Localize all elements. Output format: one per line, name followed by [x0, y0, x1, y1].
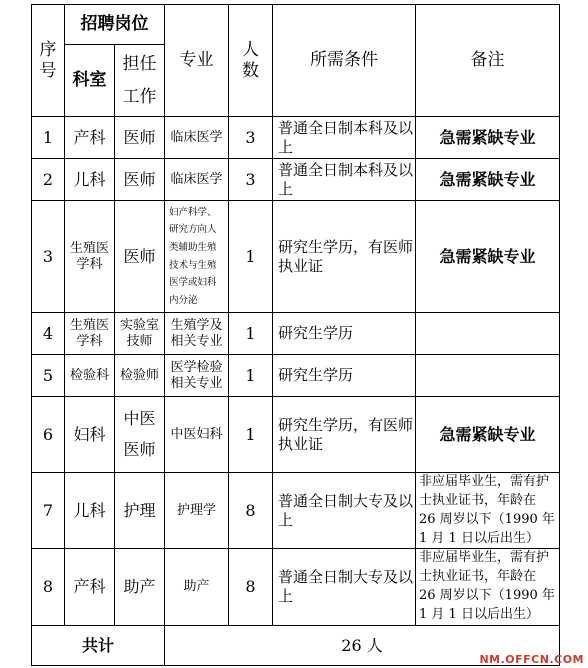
cell-count: 3 [229, 159, 273, 201]
cell-dept: 检验科 [65, 355, 115, 397]
cell-note: 急需紧缺专业 [416, 397, 560, 473]
watermark: NM.OFFCN.COM [479, 653, 584, 666]
cell-role: 中医医师 [115, 397, 165, 473]
table-row [32, 355, 560, 397]
cell-note [416, 355, 560, 397]
cell-major: 妇产科学、研究方向人类辅助生殖技术与生殖医学或妇科内分泌 [165, 201, 229, 313]
cell-requirements: 研究生学历，有医师执业证 [273, 397, 416, 473]
cell-role: 实验室技师 [115, 313, 165, 355]
cell-count: 1 [229, 201, 273, 313]
cell-note: 非应届毕业生，需有护士执业证书，年龄在 26 周岁以下（1990 年 1 月 1 日以后出生） [416, 473, 560, 549]
cell-major: 生殖学及相关专业 [165, 313, 229, 355]
cell-requirements: 研究生学历 [273, 313, 416, 355]
cell-note [416, 313, 560, 355]
table-row [32, 201, 560, 313]
cell-seq: 1 [32, 117, 65, 159]
header-department: 科室 [65, 45, 115, 117]
table-row [32, 159, 560, 201]
cell-count: 1 [229, 397, 273, 473]
cell-seq: 5 [32, 355, 65, 397]
recruitment-table [31, 4, 560, 666]
cell-seq: 2 [32, 159, 65, 201]
cell-count: 3 [229, 117, 273, 159]
cell-note: 急需紧缺专业 [416, 117, 560, 159]
cell-major: 中医妇科 [165, 397, 229, 473]
header-notes: 备注 [416, 5, 560, 117]
cell-requirements: 普通全日制本科及以上 [273, 117, 416, 159]
cell-role: 医师 [115, 159, 165, 201]
cell-dept: 儿科 [65, 159, 115, 201]
cell-note: 急需紧缺专业 [416, 159, 560, 201]
total-value: 26 人 [165, 625, 560, 665]
header-seq: 序 号 [32, 5, 65, 117]
cell-seq: 4 [32, 313, 65, 355]
cell-role: 护理 [115, 473, 165, 549]
cell-requirements: 普通全日制大专及以上 [273, 549, 416, 625]
cell-major: 临床医学 [165, 117, 229, 159]
cell-count: 8 [229, 473, 273, 549]
cell-note: 急需紧缺专业 [416, 201, 560, 313]
cell-count: 8 [229, 549, 273, 625]
table-row [32, 117, 560, 159]
cell-role: 医师 [115, 201, 165, 313]
cell-requirements: 研究生学历，有医师执业证 [273, 201, 416, 313]
cell-requirements: 普通全日制本科及以上 [273, 159, 416, 201]
cell-dept: 产科 [65, 549, 115, 625]
header-position-group: 招聘岗位 [65, 5, 165, 45]
cell-dept: 产科 [65, 117, 115, 159]
cell-role: 医师 [115, 117, 165, 159]
cell-role: 检验师 [115, 355, 165, 397]
cell-count: 1 [229, 355, 273, 397]
header-major: 专业 [165, 5, 229, 117]
header-role: 担任 工作 [115, 45, 165, 117]
header-requirements: 所需条件 [273, 5, 416, 117]
cell-seq: 7 [32, 473, 65, 549]
table-row [32, 473, 560, 549]
cell-requirements: 研究生学历 [273, 355, 416, 397]
cell-seq: 3 [32, 201, 65, 313]
cell-role: 助产 [115, 549, 165, 625]
total-label: 共计 [32, 625, 165, 665]
cell-major: 助产 [165, 549, 229, 625]
cell-dept: 生殖医学科 [65, 313, 115, 355]
cell-major: 护理学 [165, 473, 229, 549]
cell-major: 临床医学 [165, 159, 229, 201]
cell-note: 非应届毕业生，需有护士执业证书，年龄在 26 周岁以下（1990 年 1 月 1 日以后出生） [416, 549, 560, 625]
cell-dept: 妇科 [65, 397, 115, 473]
cell-dept: 生殖医学科 [65, 201, 115, 313]
cell-seq: 8 [32, 549, 65, 625]
cell-dept: 儿科 [65, 473, 115, 549]
header-count: 人 数 [229, 5, 273, 117]
cell-major: 医学检验相关专业 [165, 355, 229, 397]
cell-count: 1 [229, 313, 273, 355]
table-row [32, 397, 560, 473]
cell-seq: 6 [32, 397, 65, 473]
table-row [32, 549, 560, 625]
table-row [32, 313, 560, 355]
cell-requirements: 普通全日制大专及以上 [273, 473, 416, 549]
